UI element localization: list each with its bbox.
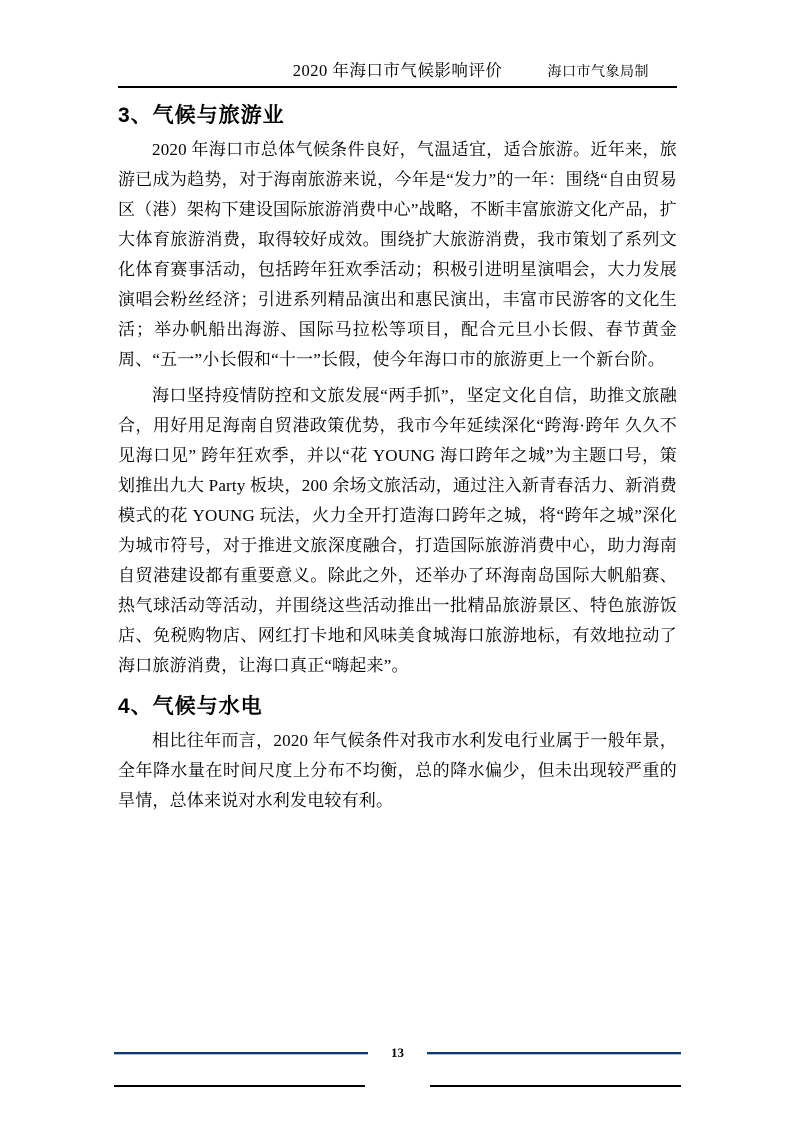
- page-header: [118, 0, 677, 88]
- footer-bottom-rule-gap: [365, 1085, 430, 1087]
- section-heading-climate-hydropower: 4、气候与水电: [118, 695, 263, 718]
- footer-bottom-rule-right: [430, 1085, 681, 1087]
- footer-rule-right: [427, 1052, 681, 1055]
- paragraph-hydropower-1: 相比往年而言，2020 年气候条件对我市水利发电行业属于一般年景，全年降水量在时间尺度上分布不均衡，总的降水偏少，但未出现较严重的旱情，总体来说对水利发电较有利。: [118, 731, 677, 810]
- page-footer: [114, 1045, 681, 1087]
- footer-pagenumber-row: [114, 1045, 681, 1061]
- section-heading-climate-tourism: 3、气候与旅游业: [118, 104, 285, 127]
- paragraph-tourism-2: 海口坚持疫情防控和文旅发展“两手抓”，坚定文化自信，助推文旅融合，用好用足海南自贸港政策优势，我市今年延续深化“跨海·跨年 久久不见海口见” 跨年狂欢季，并以“花 YOUNG 海口跨年之城”为主题口号，策划推出九大 Party 板块，200 余场文旅活动，通过注入新青春活力、新消费模式的花 YOUNG 玩法，火力全开打造海口跨年之城，将“跨年之城”深化为城市符号，对于推进文旅深度融合，打造国际旅游消费中心，助力海南自贸港建设都有重要意义。除此之外，还举办了环海南岛国际大帆船赛、热气球活动等活动，并围绕这些活动推出一批精品旅游景区、特色旅游饭店、免税购物店、网红打卡地和风味美食城海口旅游地标，有效地拉动了海口旅游消费，让海口真正“嗨起来”。: [118, 386, 677, 675]
- footer-rule-left: [114, 1052, 368, 1055]
- paragraph-tourism-1: 2020 年海口市总体气候条件良好，气温适宜，适合旅游。近年来，旅游已成为趋势，对于海南旅游来说，今年是“发力”的一年：围绕“自由贸易区（港）架构下建设国际旅游消费中心”战略，不断丰富旅游文化产品，扩大体育旅游消费，取得较好成效。围绕扩大旅游消费，我市策划了系列文化体育赛事活动，包括跨年狂欢季活动；积极引进明星演唱会，大力发展演唱会粉丝经济；引进系列精品演出和惠民演出，丰富市民游客的文化生活；举办帆船出海游、国际马拉松等项目，配合元旦小长假、春节黄金周、“五一”小长假和“十一”长假，使今年海口市的旅游更上一个新台阶。: [118, 140, 677, 369]
- footer-bottom-rule-row: [114, 1085, 681, 1087]
- page-number: 13: [391, 1045, 404, 1060]
- document-body: [118, 90, 677, 816]
- footer-bottom-rule-left: [114, 1085, 365, 1087]
- header-title: 2020 年海口市气候影响评价: [292, 61, 503, 80]
- header-credit: 海口市气象局制: [547, 65, 649, 80]
